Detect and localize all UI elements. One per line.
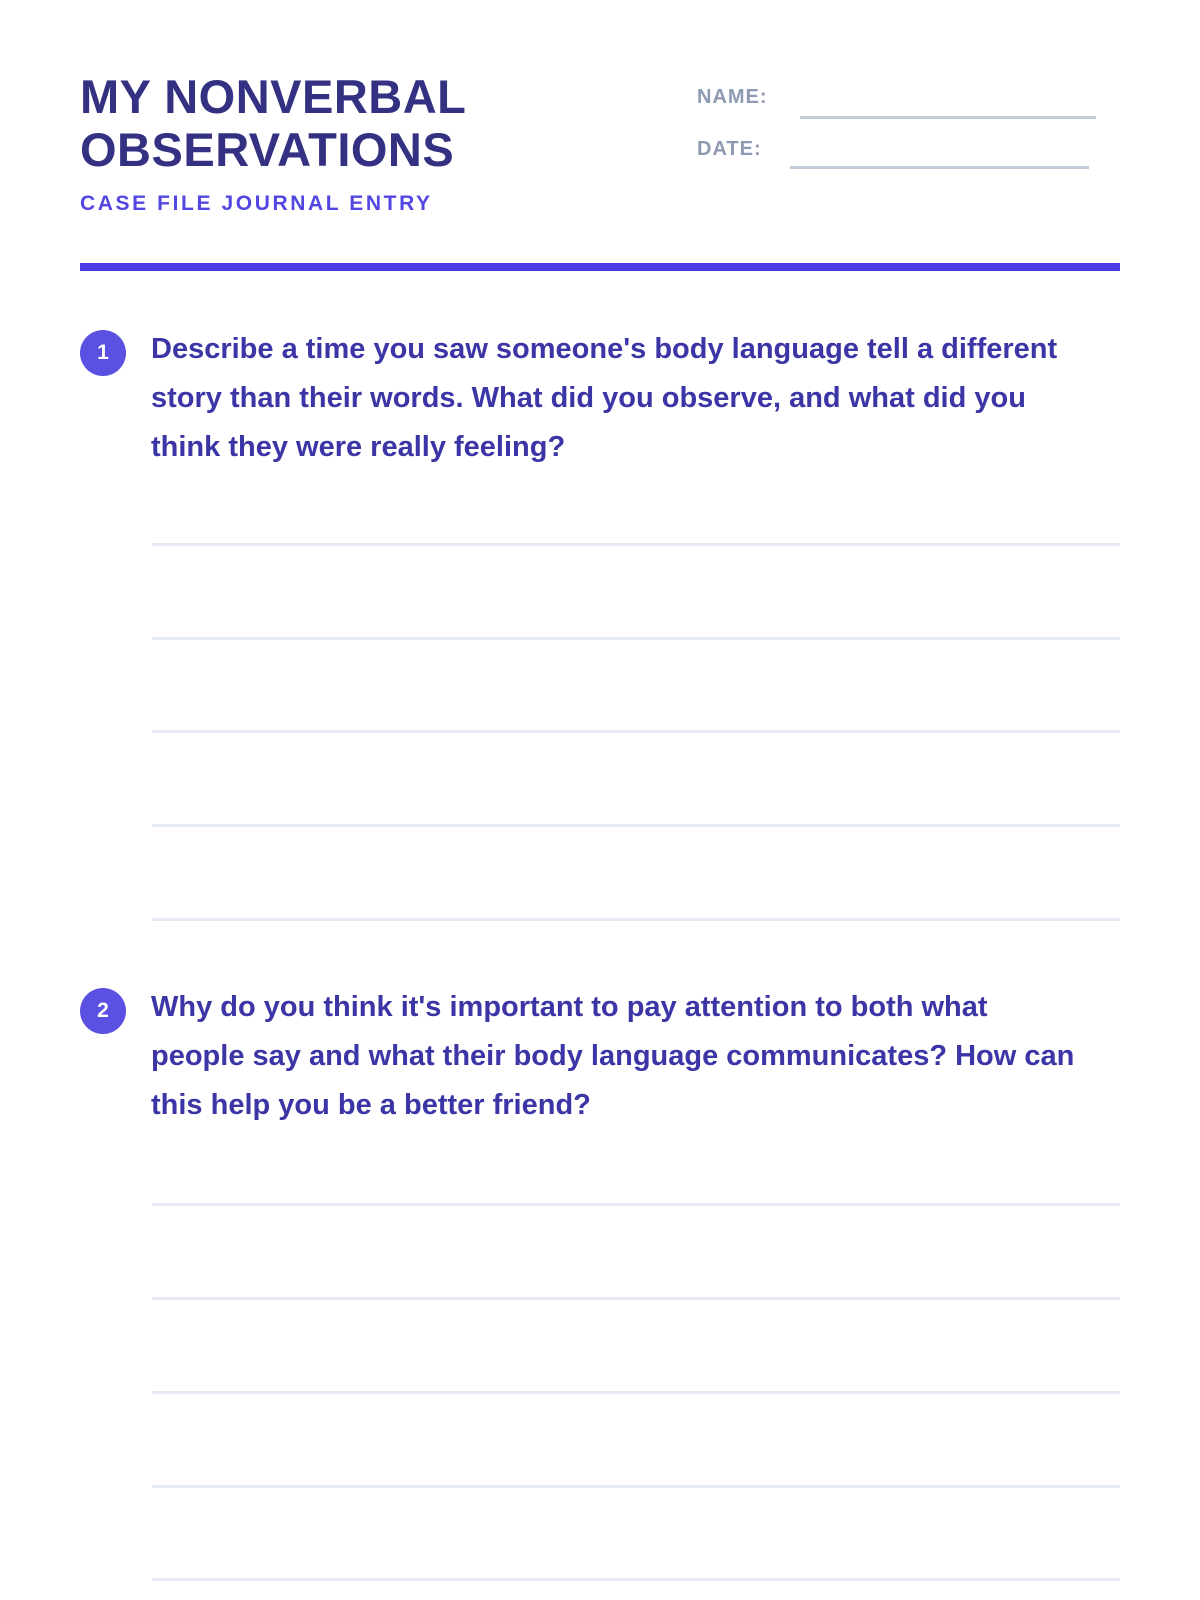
question-2-number-badge	[80, 988, 126, 1034]
question-2-text: Why do you think it's important to pay attention to both what people say and what their body language communicates? How can this help you be a better friend?	[151, 991, 1075, 1121]
answer-line[interactable]	[152, 1391, 1120, 1394]
question-1-text: Describe a time you saw someone's body language tell a different story than their words. What did you observe, and what did you think they were really feeling?	[151, 333, 1058, 463]
question-2-number: 2	[97, 999, 109, 1022]
answer-line[interactable]	[152, 1578, 1120, 1581]
name-label: NAME:	[697, 86, 768, 108]
header-divider	[80, 263, 1120, 271]
title-line-2: OBSERVATIONS	[80, 123, 455, 176]
answer-line[interactable]	[152, 1485, 1120, 1488]
answer-line[interactable]	[152, 543, 1120, 546]
date-input-line[interactable]	[790, 166, 1089, 169]
answer-line[interactable]	[152, 918, 1120, 921]
date-label: DATE:	[697, 138, 762, 160]
answer-line[interactable]	[152, 1203, 1120, 1206]
answer-line[interactable]	[152, 824, 1120, 827]
title-line-1: MY NONVERBAL	[80, 70, 467, 123]
question-1-number-badge	[80, 330, 126, 376]
answer-line[interactable]	[152, 730, 1120, 733]
page-title	[80, 70, 466, 176]
page-subtitle: CASE FILE JOURNAL ENTRY	[80, 192, 433, 215]
answer-line[interactable]	[152, 1297, 1120, 1300]
answer-line[interactable]	[152, 637, 1120, 640]
name-input-line[interactable]	[800, 116, 1096, 119]
question-1-number: 1	[97, 341, 109, 364]
